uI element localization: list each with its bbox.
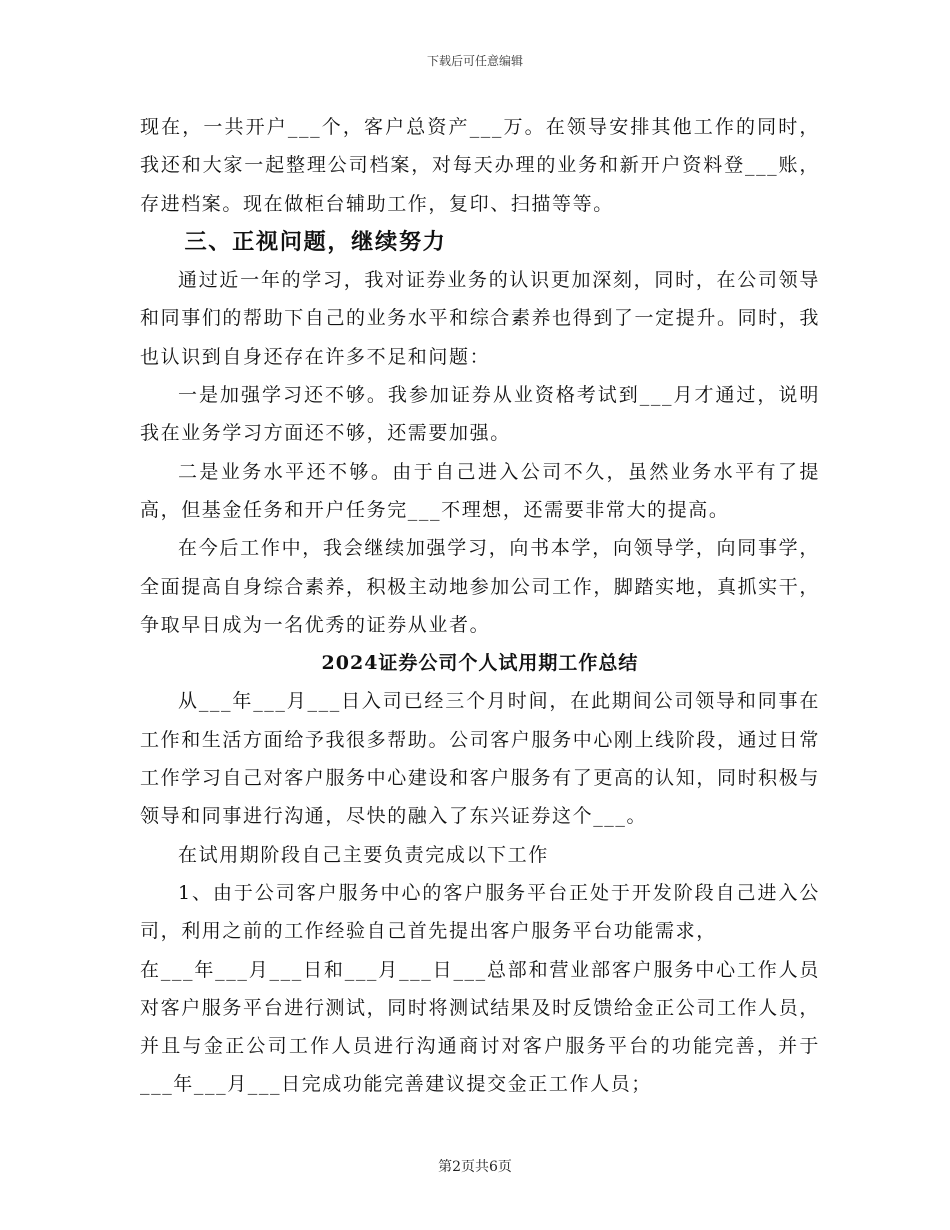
document-body [140, 108, 820, 1104]
paragraph-task-1-continued: 在___年___月___日和___月___日___总部和营业部客户服务中心工作人员对客户服务平台进行测试，同时将测试结果及时反馈给金正公司工作人员，并且与金正公司工作人员进行沟通商讨对客户服务平台的功能完善，并于___年___月___日完成功能完善建议提交金正工作人员； [140, 958, 820, 1096]
paragraph-probation-intro: 从___年___月___日入司已经三个月时间，在此期间公司领导和同事在工作和生活方面给予我很多帮助。公司客户服务中心刚上线阶段，通过日常工作学习自己对客户服务中心建设和客户服务有了更高的认知，同时积极与领导和同事进行沟通，尽快的融入了东兴证券这个___。 [140, 690, 820, 828]
paragraph-future-plan: 在今后工作中，我会继续加强学习，向书本学，向领导学，向同事学，全面提高自身综合素养，积极主动地参加公司工作，脚踏实地，真抓实干，争取早日成为一名优秀的证券从业者。 [140, 537, 820, 636]
paragraph-issue-study: 一是加强学习还不够。我参加证券从业资格考试到___月才通过，说明我在业务学习方面还不够，还需要加强。 [140, 384, 820, 445]
paragraph-task-1: 1、由于公司客户服务中心的客户服务平台正处于开发阶段自己进入公司，利用之前的工作经验自己首先提出客户服务平台功能需求， [140, 881, 820, 943]
paragraph-issue-skill: 二是业务水平还不够。由于自己进入公司不久，虽然业务水平有了提高，但基金任务和开户任务完___不理想，还需要非常大的提高。 [140, 460, 820, 521]
paragraph-tasks-intro: 在试用期阶段自己主要负责完成以下工作 [178, 843, 549, 866]
paragraph-learning: 通过近一年的学习，我对证券业务的认识更加深刻，同时，在公司领导和同事们的帮助下自己的业务水平和综合素养也得到了一定提升。同时，我也认识到自身还存在许多不足和问题： [140, 269, 820, 368]
page-header-note: 下载后可任意编辑 [426, 54, 523, 68]
page-number: 第2页共6页 [438, 1159, 512, 1175]
paragraph-account-summary: 现在，一共开户___个，客户总资产___万。在领导安排其他工作的同时，我还和大家一起整理公司档案，对每天办理的业务和新开户资料登___账，存进档案。现在做柜台辅助工作，复印、扫描等等。 [140, 116, 820, 215]
document-title: 2024证券公司个人试用期工作总结 [321, 652, 639, 675]
section-heading-problems: 三、正视问题，继续努力 [184, 228, 447, 255]
